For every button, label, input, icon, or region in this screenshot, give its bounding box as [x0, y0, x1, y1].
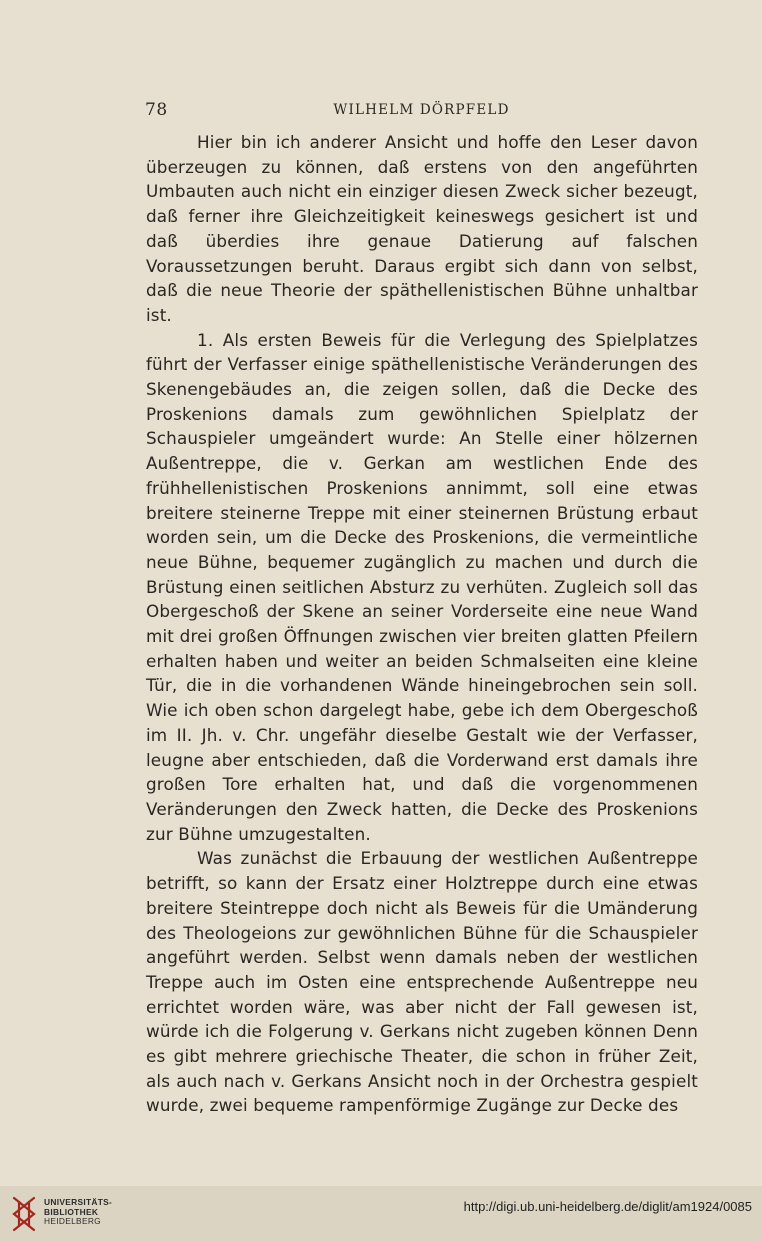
- library-name: [44, 1198, 112, 1227]
- running-head: [145, 100, 698, 122]
- source-url-link[interactable]: http://digi.ub.uni-heidelberg.de/diglit/am1924/0085: [463, 1199, 752, 1214]
- library-name-line: HEIDELBERG: [44, 1216, 101, 1226]
- university-library-logo-icon: [8, 1194, 40, 1234]
- page-number: 78: [145, 100, 168, 120]
- footer-bar: [0, 1186, 762, 1241]
- paragraph: Hier bin ich anderer Ansicht und hoffe den Leser davon überzeugen zu können, daß erstens von den angeführten Umbauten auch nicht ein einziger diesen Zweck sicher bezeugt, daß ferner ihre Gleichzeitigkeit keineswegs gesichert ist und daß überdies ihre genaue Datierung auf falschen Voraussetzungen beruht. Daraus ergibt sich dann von selbst, daß die neue Theorie der späthellenistischen Bühne unhaltbar ist.: [146, 132, 698, 325]
- paragraph: 1. Als ersten Beweis für die Verlegung des Spielplatzes führt der Verfasser einige späthellenistische Veränderungen des Skenengebäudes an, die zeigen sollen, daß die Decke des Proskenions damals zum gewöhnlichen Spielplatz der Schauspieler umgeändert wurde: An Stelle einer hölzernen Außentreppe, die v. Gerkan am westlichen Ende des frühhellenistischen Proskenions annimmt, soll eine etwas breitere steinerne Treppe mit einer steinernen Brüstung erbaut worden sein, um die Decke des Proskenions, die vermeintliche neue Bühne, bequemer zugänglich zu machen und durch die Brüstung einen seitlichen Absturz zu verhüten. Zugleich soll das Obergeschoß der Skene an seiner Vorderseite eine neue Wand mit drei großen Öffnungen zwischen vier breiten glatten Pfeilern erhalten haben und weiter an beiden Schmalseiten eine kleine Tür, die in die vorhandenen Wände hineingebrochen sein soll. Wie ich oben schon dargelegt habe, gebe ich dem Obergeschoß im II. Jh. v. Chr. ungefähr dieselbe Gestalt wie der Verfasser, leugne aber entschieden, daß die Vorderwand erst damals ihre großen Tore erhalten hat, und daß die vorgenommenen Veränderungen den Zweck hatten, die Decke des Proskenions zur Bühne umzugestalten.: [146, 329, 698, 844]
- running-title: WILHELM DÖRPFELD: [333, 102, 510, 118]
- paragraph: Was zunächst die Erbauung der westlichen Außentreppe betrifft, so kann der Ersatz einer Holztreppe durch eine etwas breitere Steintreppe doch nicht als Beweis für die Umänderung des Theologeions zur gewöhnlichen Bühne für die Schauspieler angeführt werden. Selbst wenn damals neben der westlichen Treppe auch im Osten eine entsprechende Außentreppe neu errichtet worden wäre, was aber nicht der Fall gewesen ist, würde ich die Folgerung v. Gerkans nicht zugeben können Denn es gibt mehrere griechische Theater, die schon in früher Zeit, als auch nach v. Gerkans Ansicht noch in der Orchestra gespielt wurde, zwei bequeme rampenförmige Zugänge zur Decke des: [146, 848, 698, 1116]
- library-name-line: BIBLIOTHEK: [44, 1206, 99, 1217]
- library-name-line: UNIVERSITÄTS-: [44, 1197, 113, 1207]
- body-text: [146, 130, 698, 1118]
